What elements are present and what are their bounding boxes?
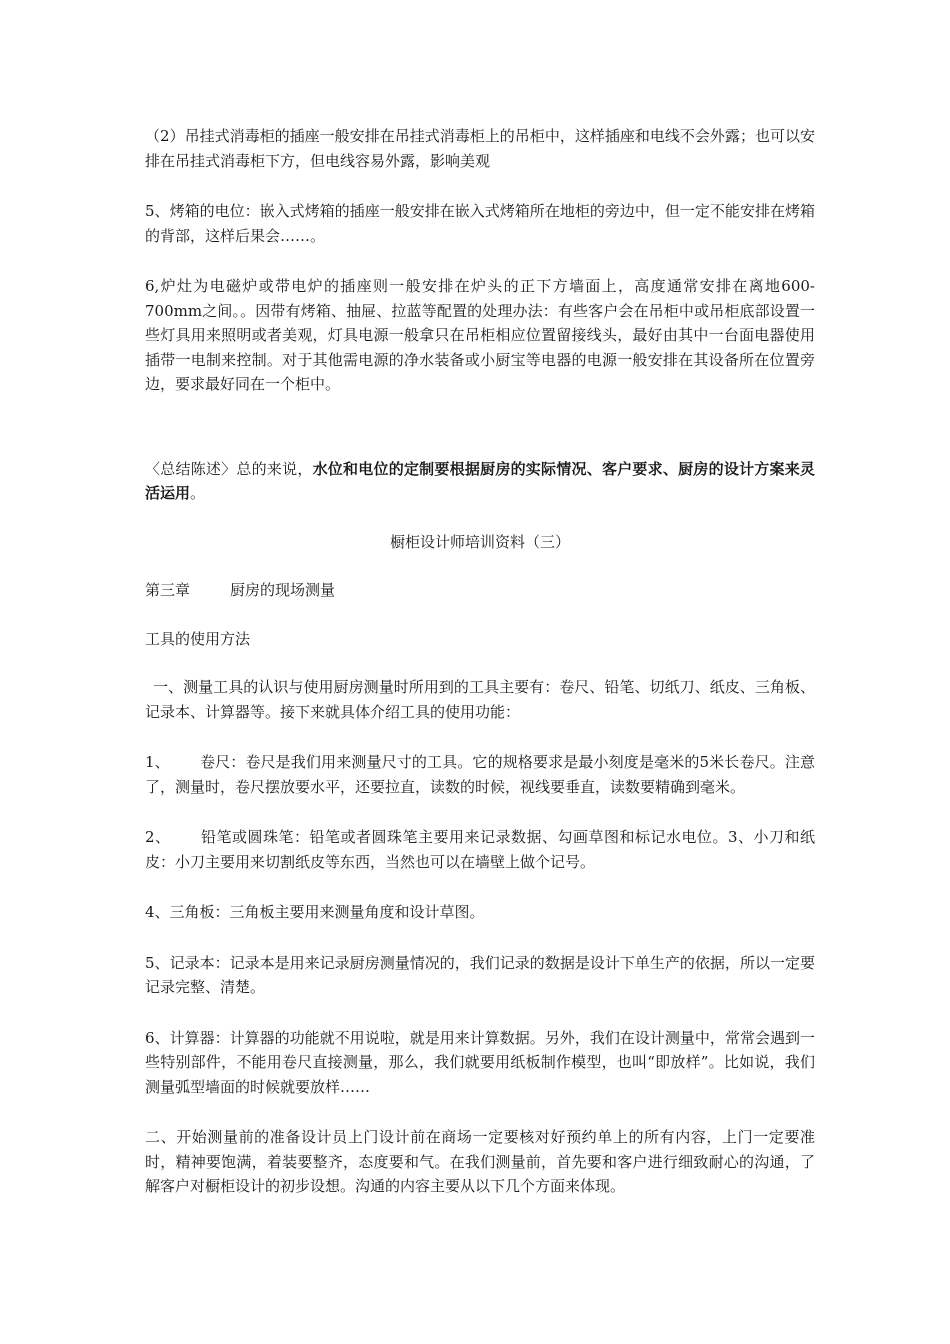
summary-suffix: 。 <box>190 484 206 502</box>
paragraph-disinfection-cabinet: （2）吊挂式消毒柜的插座一般安排在吊挂式消毒柜上的吊柜中，这样插座和电线不会外露；也可以安排在吊挂式消毒柜下方，但电线容易外露，影响美观 <box>145 127 815 170</box>
paragraph-stove-outlet: 6,炉灶为电磁炉或带电炉的插座则一般安排在炉头的正下方墙面上，高度通常安排在离地600-700mm之间。。因带有烤箱、抽屉、拉蓝等配置的处理办法：有些客户会在吊柜中或吊柜底部设置一些灯具用来照明或者美观，灯具电源一般拿只在吊柜相应位置留接线头，最好由其中一台面电器使用插带一电制来控制。对于其他需电源的净水装备或小厨宝等电器的电源一般安排在其设备所在位置旁边，要求最好同在一个柜中。 <box>145 277 815 393</box>
paragraph-preparation: 二、开始测量前的准备设计员上门设计前在商场一定要核对好预约单上的所有内容，上门一定要准时，精神要饱满，着装要整齐，态度要和气。在我们测量前，首先要和客户进行细致耐心的沟通，了解客户对橱柜设计的初步设想。沟通的内容主要从以下几个方面来体现。 <box>145 1128 815 1195</box>
paragraph-notebook: 5、记录本：记录本是用来记录厨房测量情况的，我们记录的数据是设计下单生产的依据，所以一定要记录完整、清楚。 <box>145 953 815 996</box>
section-heading: 工具的使用方法 <box>145 629 251 648</box>
paragraph-measuring-tools: 一、测量工具的认识与使用厨房测量时所用到的工具主要有：卷尺、铅笔、切纸刀、纸皮、三角板、记录本、计算器等。接下来就具体介绍工具的使用功能： <box>145 678 815 721</box>
chapter-title: 厨房的现场测量 <box>230 581 336 599</box>
chapter-heading <box>145 578 815 603</box>
paragraph-triangle-ruler: 4、三角板：三角板主要用来测量角度和设计草图。 <box>145 903 485 921</box>
document-page <box>145 124 815 1199</box>
document-title: 橱柜设计师培训资料（三） <box>389 532 570 551</box>
paragraph-summary <box>145 457 815 506</box>
chapter-number: 第三章 <box>145 581 191 599</box>
pencil-knife-text: 铅笔或圆珠笔：铅笔或者圆珠笔主要用来记录数据、勾画草图和标记水电位。3、小刀和纸皮：小刀主要用来切割纸皮等东西，当然也可以在墙壁上做个记号。 <box>145 828 815 871</box>
paragraph-tape-measure <box>145 750 815 799</box>
tape-measure-text: 卷尺：卷尺是我们用来测量尺寸的工具。它的规格要求是最小刻度是毫米的5米长卷尺。注意了，测量时，卷尺摆放要水平，还要拉直，读数的时候，视线要垂直，读数要精确到毫米。 <box>145 753 815 796</box>
paragraph-pencil-knife <box>145 825 815 874</box>
item-number-2: 2、 <box>145 828 171 846</box>
summary-prefix: 〈总结陈述〉总的来说， <box>145 459 313 478</box>
paragraph-calculator: 6、计算器：计算器的功能就不用说啦，就是用来计算数据。另外，我们在设计测量中，常常会遇到一些特别部件，不能用卷尺直接测量，那么，我们就要用纸板制作模型，也叫“即放样”。比如说，我们测量弧型墙面的时候就要放样…… <box>145 1028 815 1096</box>
item-number-1: 1、 <box>145 753 170 771</box>
summary-bold-text: 水位和电位的定制要根据厨房的实际情况、客户要求、厨房的设计方案来灵活运用 <box>145 459 815 502</box>
paragraph-oven-outlet: 5、烤箱的电位：嵌入式烤箱的插座一般安排在嵌入式烤箱所在地柜的旁边中，但一定不能安排在烤箱的背部，这样后果会……。 <box>145 202 815 245</box>
